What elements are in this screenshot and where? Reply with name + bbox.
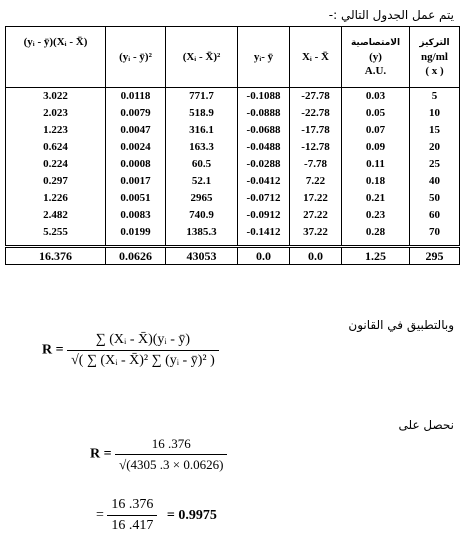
table-cell: -27.78 [290, 88, 342, 106]
table-cell: -0.0488 [238, 139, 290, 156]
table-row [6, 156, 460, 173]
table-cell: -22.78 [290, 105, 342, 122]
table-cell: 2965 [166, 190, 238, 207]
table-cell: -17.78 [290, 122, 342, 139]
formula2-denominator: √(4305 .3 × 0.0626) [115, 454, 227, 473]
header-dx: Xᵢ - X̄ [290, 27, 342, 88]
formula-substitution [90, 436, 227, 473]
header-dy: yᵢ- ȳ [238, 27, 290, 88]
formula3-denominator: 16 .417 [107, 515, 157, 534]
table-cell: 0.0199 [106, 224, 166, 247]
table-cell: 60 [410, 207, 460, 224]
total-cell: 0.0 [238, 247, 290, 265]
table-cell: 0.03 [342, 88, 410, 106]
table-cell: 17.22 [290, 190, 342, 207]
table-cell: -0.0888 [238, 105, 290, 122]
table-cell: 15 [410, 122, 460, 139]
formula-correlation [42, 332, 219, 369]
result-text: نحصل على [398, 418, 454, 432]
table-cell: 316.1 [166, 122, 238, 139]
table-cell: 771.7 [166, 88, 238, 106]
header-concentration-ar: التركيز [419, 38, 450, 48]
table-cell: 10 [410, 105, 460, 122]
header-concentration-unit: ng/ml [421, 51, 448, 63]
total-cell: 16.376 [6, 247, 106, 265]
table-cell: -7.78 [290, 156, 342, 173]
table-cell: 5 [410, 88, 460, 106]
table-cell: 163.3 [166, 139, 238, 156]
table-cell: 0.05 [342, 105, 410, 122]
header-dx-squared: (Xᵢ - X̄)² [166, 27, 238, 88]
formula3-fraction [107, 497, 157, 534]
header-concentration [410, 27, 460, 88]
table-cell: 27.22 [290, 207, 342, 224]
table-cell: 740.9 [166, 207, 238, 224]
formula-final [96, 497, 217, 534]
table-cell: 70 [410, 224, 460, 247]
formula3-numerator: 16 .376 [111, 497, 154, 512]
table-cell: 0.07 [342, 122, 410, 139]
table-cell: -0.1088 [238, 88, 290, 106]
table-cell: -0.0688 [238, 122, 290, 139]
table-cell: 0.18 [342, 173, 410, 190]
table-cell: 37.22 [290, 224, 342, 247]
table-cell: 0.0024 [106, 139, 166, 156]
totals-row [6, 247, 460, 265]
table-row [6, 122, 460, 139]
header-dy-squared: (yᵢ - ȳ)² [106, 27, 166, 88]
table-cell: 1.226 [6, 190, 106, 207]
table-cell: 52.1 [166, 173, 238, 190]
table-cell: 25 [410, 156, 460, 173]
table-cell: 0.624 [6, 139, 106, 156]
table-row [6, 207, 460, 224]
table-cell: 0.09 [342, 139, 410, 156]
table-cell: -0.1412 [238, 224, 290, 247]
table-cell: 0.297 [6, 173, 106, 190]
table-cell: 518.9 [166, 105, 238, 122]
total-cell: 0.0 [290, 247, 342, 265]
table-cell: -0.0912 [238, 207, 290, 224]
formula2-numerator: 16 .376 [151, 436, 191, 451]
table-cell: 0.0118 [106, 88, 166, 106]
table-cell: 0.0047 [106, 122, 166, 139]
law-text: وبالتطبيق في القانون [348, 318, 454, 332]
table-cell: 2.482 [6, 207, 106, 224]
formula2-fraction [115, 436, 227, 473]
header-absorbance-unit: A.U. [364, 65, 387, 77]
table-cell: 40 [410, 173, 460, 190]
table-cell: 60.5 [166, 156, 238, 173]
table-cell: 0.0083 [106, 207, 166, 224]
table-cell: 1.223 [6, 122, 106, 139]
table-header-row [6, 27, 460, 88]
table-cell: 0.0079 [106, 105, 166, 122]
header-absorbance [342, 27, 410, 88]
table-cell: 0.0008 [106, 156, 166, 173]
table-row [6, 88, 460, 106]
total-cell: 295 [410, 247, 460, 265]
table-cell: 50 [410, 190, 460, 207]
table-cell: 0.0017 [106, 173, 166, 190]
table-cell: 5.255 [6, 224, 106, 247]
formula2-lhs: R = [90, 446, 112, 462]
table-cell: 2.023 [6, 105, 106, 122]
formula3-lhs: = [96, 507, 104, 523]
formula1-denominator: √( ∑ (Xᵢ - X̄)² ∑ (yᵢ - ȳ)² ) [67, 350, 219, 369]
table-cell: 3.022 [6, 88, 106, 106]
table-cell: -0.0412 [238, 173, 290, 190]
table-row [6, 224, 460, 247]
table-cell: -0.0712 [238, 190, 290, 207]
table-cell: 0.224 [6, 156, 106, 173]
table-row [6, 139, 460, 156]
data-table [5, 26, 460, 265]
header-absorbance-ar: الامتصاصية [350, 38, 401, 48]
table-row [6, 173, 460, 190]
formula1-fraction [67, 332, 219, 369]
formula3-result: = 0.9975 [166, 507, 217, 523]
header-product-xy: (yᵢ - ȳ)(Xᵢ - X̄) [6, 27, 106, 88]
table-row [6, 105, 460, 122]
header-concentration-sym: ( x ) [425, 65, 444, 77]
header-absorbance-sym: (y) [369, 51, 382, 63]
total-cell: 43053 [166, 247, 238, 265]
total-cell: 1.25 [342, 247, 410, 265]
table-cell: 0.11 [342, 156, 410, 173]
table-cell: 7.22 [290, 173, 342, 190]
intro-text: يتم عمل الجدول التالي :- [328, 8, 454, 22]
table-row [6, 190, 460, 207]
table-cell: -12.78 [290, 139, 342, 156]
formula1-lhs: R = [42, 342, 64, 358]
table-cell: 1385.3 [166, 224, 238, 247]
table-cell: 0.0051 [106, 190, 166, 207]
table-cell: 0.23 [342, 207, 410, 224]
table-cell: 0.28 [342, 224, 410, 247]
table-cell: -0.0288 [238, 156, 290, 173]
total-cell: 0.0626 [106, 247, 166, 265]
formula1-numerator: ∑ (Xᵢ - X̄)(yᵢ - ȳ) [95, 332, 191, 347]
table-cell: 0.21 [342, 190, 410, 207]
table-cell: 20 [410, 139, 460, 156]
